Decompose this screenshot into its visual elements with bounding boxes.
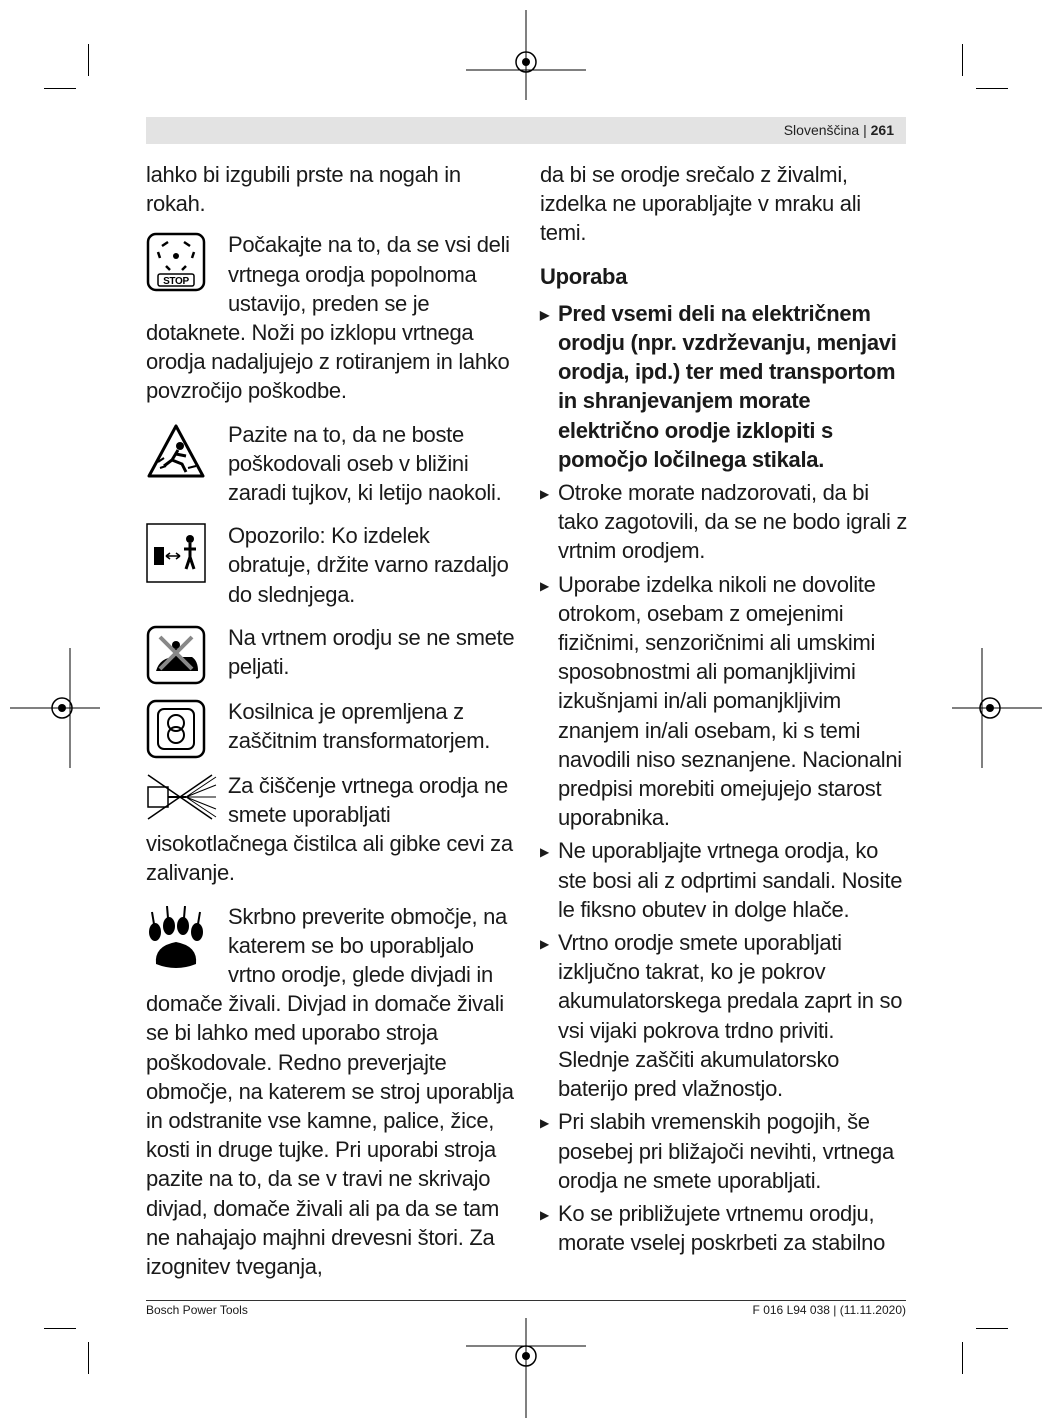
footer-divider — [146, 1300, 906, 1301]
registration-mark-top — [466, 10, 586, 100]
crop-mark — [88, 44, 89, 76]
no-riding-text: Na vrtnem orodju se ne smete peljati. — [228, 624, 515, 680]
crop-mark — [44, 1328, 76, 1329]
flying-objects-warning-icon — [146, 422, 206, 482]
keep-distance-icon — [146, 523, 206, 583]
safety-transformer-icon — [146, 699, 206, 759]
left-column — [146, 160, 516, 1281]
crop-mark — [976, 88, 1008, 89]
footer-publisher: Bosch Power Tools — [146, 1303, 248, 1317]
stop-text: Počakajte na to, da se vsi deli vrtnega orodja popolnoma ustavijo, preden se je dotaknete. Noži po izklopu vrtnega orodja nadaljujejo z rotiranjem in lahko povzročijo poškodbe. — [146, 232, 510, 404]
no-pressure-washer-icon — [146, 771, 206, 823]
footer-doc-code: F 016 L94 038 | (11.11.2020) — [752, 1303, 906, 1317]
crop-mark — [976, 1328, 1008, 1329]
list-item: ▶ Ko se približujete vrtnemu orodju, morate vselej poskrbeti za stabilno — [540, 1199, 910, 1257]
page-header — [146, 117, 906, 144]
stop-rotation-icon — [146, 232, 206, 292]
flying-objects-text: Pazite na to, da ne boste poškodovali oseb v bližini zaradi tujkov, ki letijo naokoli. — [228, 421, 502, 506]
transformer-text: Kosilnica je opremljena z zaščitnim transformatorjem. — [228, 698, 491, 754]
safety-block-distance — [146, 521, 516, 609]
page-number: 261 — [870, 122, 894, 138]
crop-mark — [88, 1342, 89, 1374]
list-item: ▶ Pri slabih vremenskih pogojih, še posebej pri bližajoči nevihti, vrtnega orodja ne smete uporabljati. — [540, 1107, 910, 1195]
animal-paw-icon — [146, 906, 206, 972]
pressure-washer-text: Za čiščenje vrtnega orodja ne smete uporabljati visokotlačnega čistilca ali gibke cevi za zalivanje. — [146, 772, 513, 886]
registration-mark-bottom — [466, 1318, 586, 1418]
safety-block-flying-objects — [146, 420, 516, 508]
safety-block-animals — [146, 902, 516, 1282]
svg-text:STOP: STOP — [163, 276, 189, 288]
crop-mark — [44, 88, 76, 89]
header-text: Slovenščina | 261 — [783, 122, 894, 138]
safety-block-pressure-washer — [146, 771, 516, 888]
registration-mark-left — [10, 648, 100, 768]
left-intro: lahko bi izgubili prste na nogah in rokah. — [146, 162, 461, 217]
list-item: ▶ Otroke morate nadzorovati, da bi tako zagotovili, da se ne bodo igrali z vrtnim orodjem. — [540, 478, 910, 566]
safety-block-stop — [146, 230, 516, 405]
crop-mark — [962, 1342, 963, 1374]
list-item: ▶ Ne uporabljajte vrtnega orodja, ko ste bosi ali z odprtimi sandali. Nosite le fiksno obutev in dolge hlače. — [540, 836, 910, 924]
usage-bullet-list — [540, 299, 910, 1258]
section-heading: Uporaba — [540, 263, 628, 289]
list-item: ▶ Uporabe izdelka nikoli ne dovolite otrokom, osebam z omejenimi fizičnimi, senzoričnimi ali umskimi sposobnostmi ali pomanjkljivimi izkušnjami in/ali pomanjkljivim znanjem in/ali osebam, ki s temi navodili niso seznanjene. Nacionalni predpisi morebiti omejujejo starost uporabnika. — [540, 570, 910, 833]
registration-mark-right — [952, 648, 1042, 768]
right-column — [540, 160, 910, 1261]
list-item: ▶ Pred vsemi deli na električnem orodju (npr. vzdrževanju, menjavi orodja, ipd.) ter med transportom in shranjevanjem morate električno orodje izklopiti s pomočjo ločilnega stikala. — [540, 299, 910, 474]
crop-mark — [962, 44, 963, 76]
list-item: ▶ Vrtno orodje smete uporabljati izključno takrat, ko je pokrov akumulatorskega predala zaprt in so vsi vijaki pokrova trdno priviti. Slednje zaščiti akumulatorsko baterijo pred vlažnostjo. — [540, 928, 910, 1103]
right-intro: da bi se orodje srečalo z živalmi, izdelka ne uporabljajte v mraku ali temi. — [540, 162, 861, 246]
safety-block-no-riding — [146, 623, 516, 685]
distance-text: Opozorilo: Ko izdelek obratuje, držite varno razdaljo do slednjega. — [228, 523, 509, 607]
safety-block-transformer — [146, 697, 516, 759]
header-language: Slovenščina — [783, 122, 860, 138]
animals-text: Skrbno preverite območje, na katerem se bo uporabljalo vrtno orodje, glede divjadi in domače živali. Divjad in domače živali se bi lahko med uporabo stroja poškodovale. Redno preverjajte območje, na katerem se stroj uporablja in odstranite vse kamne, palice, žice, kosti in druge tujke. Pri uporabi stroja pazite na to, da se v travi ne skrivajo divjad, domače živali ali pa da se tam ne nahajajo majhni drevesni štori. Za izognitev tveganja, — [146, 903, 514, 1280]
no-riding-icon — [146, 625, 206, 685]
